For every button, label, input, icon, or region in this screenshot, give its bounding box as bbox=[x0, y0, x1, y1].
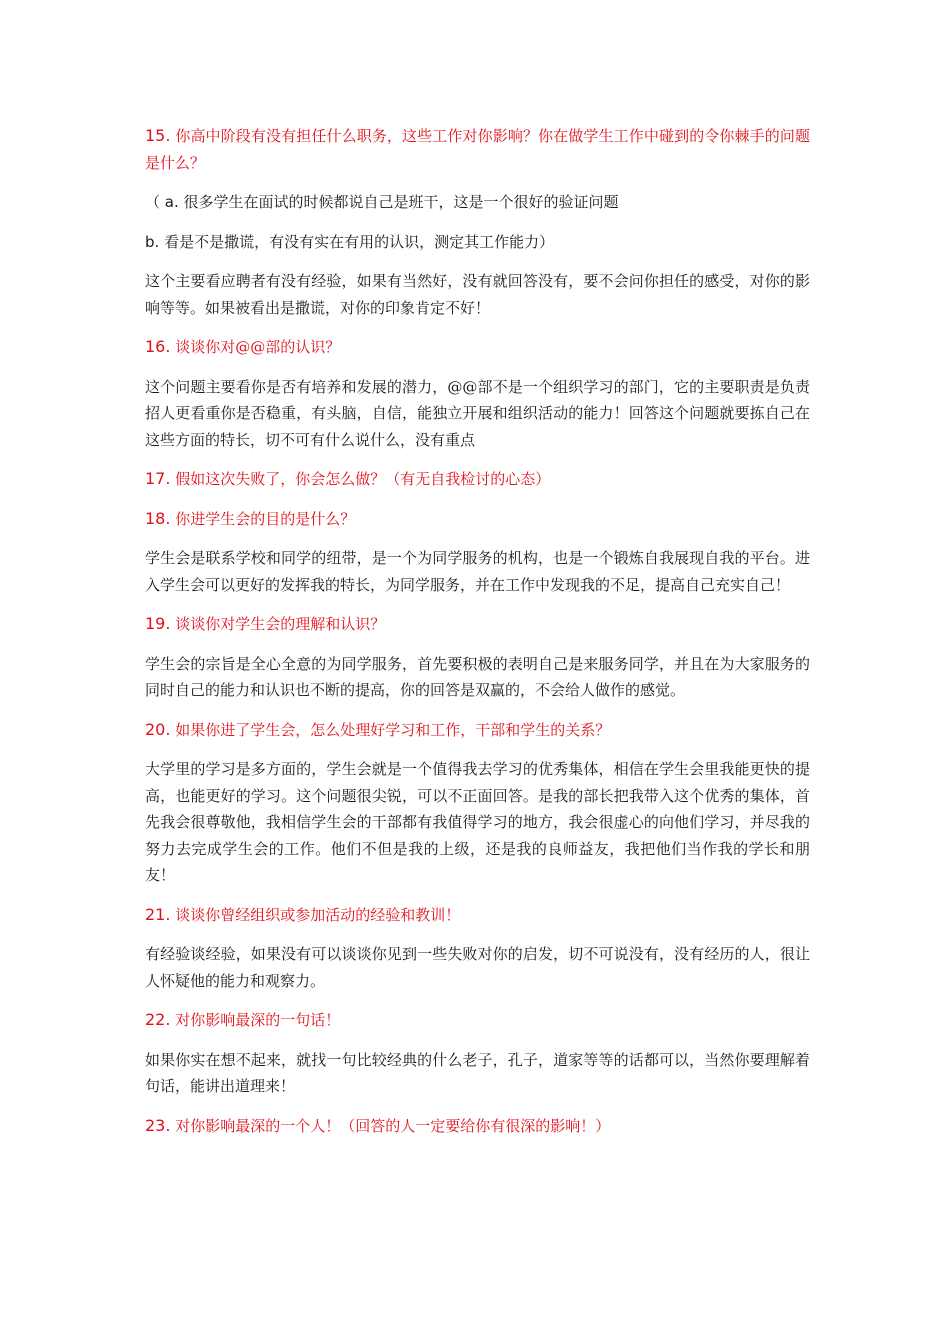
answer-text: 这个问题主要看你是否有培养和发展的潜力，@@部不是一个组织学习的部门，它的主要职责是负责招人更看重你是否稳重，有头脑，自信，能独立开展和组织活动的能力！回答这个问题就要拣自己在这些方面的特长，切不可有什么说什么，没有重点 bbox=[145, 377, 810, 449]
answer-text: 这个主要看应聘者有没有经验，如果有当然好，没有就回答没有，要不会问你担任的感受，对你的影响等等。如果被看出是撒谎，对你的印象肯定不好！ bbox=[145, 272, 810, 317]
question-21 bbox=[145, 902, 810, 929]
question-text: 你高中阶段有没有担任什么职务，这些工作对你影响？你在做学生工作中碰到的令你棘手的问题是什么？ bbox=[145, 127, 810, 172]
question-text: 你进学生会的目的是什么？ bbox=[170, 509, 356, 528]
answer-15 bbox=[145, 268, 810, 321]
question-22 bbox=[145, 1007, 810, 1034]
note-a bbox=[145, 189, 810, 216]
note-label: （ a. bbox=[145, 193, 179, 211]
note-b bbox=[145, 229, 810, 256]
question-15 bbox=[145, 123, 810, 176]
document-body bbox=[145, 123, 810, 1152]
question-16 bbox=[145, 334, 810, 361]
answer-16 bbox=[145, 374, 810, 454]
question-17 bbox=[145, 466, 810, 493]
answer-19 bbox=[145, 651, 810, 704]
question-number: 15. bbox=[145, 126, 171, 145]
answer-text: 学生会是联系学校和同学的纽带，是一个为同学服务的机构，也是一个锻炼自我展现自我的平台。进入学生会可以更好的发挥我的特长，为同学服务，并在工作中发现我的不足，提高自己充实自己！ bbox=[145, 549, 810, 594]
question-text: 谈谈你对学生会的理解和认识？ bbox=[170, 615, 386, 633]
note-text: 很多学生在面试的时候都说自己是班干，这是一个很好的验证问题 bbox=[178, 193, 619, 211]
answer-20 bbox=[145, 756, 810, 889]
question-number: 20. bbox=[145, 719, 171, 739]
question-number: 17. bbox=[145, 469, 171, 488]
question-number: 16. bbox=[145, 337, 171, 356]
question-text: 对你影响最深的一个人！（回答的人一定要给你有很深的影响！） bbox=[170, 1116, 611, 1135]
question-19 bbox=[145, 611, 810, 638]
answer-18 bbox=[145, 545, 810, 598]
question-number: 19. bbox=[145, 614, 171, 633]
question-text: 谈谈你对@@部的认识？ bbox=[170, 338, 341, 356]
answer-text: 学生会的宗旨是全心全意的为同学服务，首先要积极的表明自己是来服务同学，并且在为大家服务的同时自己的能力和认识也不断的提高，你的回答是双赢的，不会给人做作的感觉。 bbox=[145, 654, 810, 699]
question-text: 假如这次失败了，你会怎么做？（有无自我检讨的心态） bbox=[170, 470, 551, 488]
answer-text: 有经验谈经验，如果没有可以谈谈你见到一些失败对你的启发，切不可说没有，没有经历的人，很让人怀疑他的能力和观察力。 bbox=[145, 945, 810, 990]
question-18 bbox=[145, 506, 810, 533]
answer-text: 大学里的学习是多方面的，学生会就是一个值得我去学习的优秀集体，相信在学生会里我能更快的提高，也能更好的学习。这个问题很尖锐，可以不正面回答。是我的部长把我带入这个优秀的集体，首先我会很尊敬他，我相信学生会的干部都有我值得学习的地方，我会很虚心的向他们学习，并尽我的努力去完成学生会的工作。他们不但是我的上级，还是我的良师益友，我把他们当作我的学长和朋友！ bbox=[145, 760, 810, 884]
question-20 bbox=[145, 717, 810, 744]
question-number: 22. bbox=[145, 1010, 171, 1029]
question-text: 谈谈你曾经组织或参加活动的经验和教训！ bbox=[170, 905, 461, 924]
note-label: b. bbox=[145, 232, 160, 251]
answer-text: 如果你实在想不起来，就找一句比较经典的什么老子，孔子，道家等等的话都可以，当然你要理解着句话，能讲出道理来！ bbox=[145, 1050, 810, 1095]
note-text: 看是不是撒谎，有没有实在有用的认识，测定其工作能力） bbox=[159, 232, 555, 251]
question-text: 如果你进了学生会，怎么处理好学习和工作，干部和学生的关系？ bbox=[170, 720, 611, 739]
question-number: 21. bbox=[145, 904, 171, 924]
question-number: 18. bbox=[145, 508, 171, 528]
question-text: 对你影响最深的一句话！ bbox=[170, 1011, 341, 1029]
question-number: 23. bbox=[145, 1115, 171, 1135]
answer-22 bbox=[145, 1047, 810, 1100]
question-23 bbox=[145, 1113, 810, 1140]
answer-21 bbox=[145, 941, 810, 994]
